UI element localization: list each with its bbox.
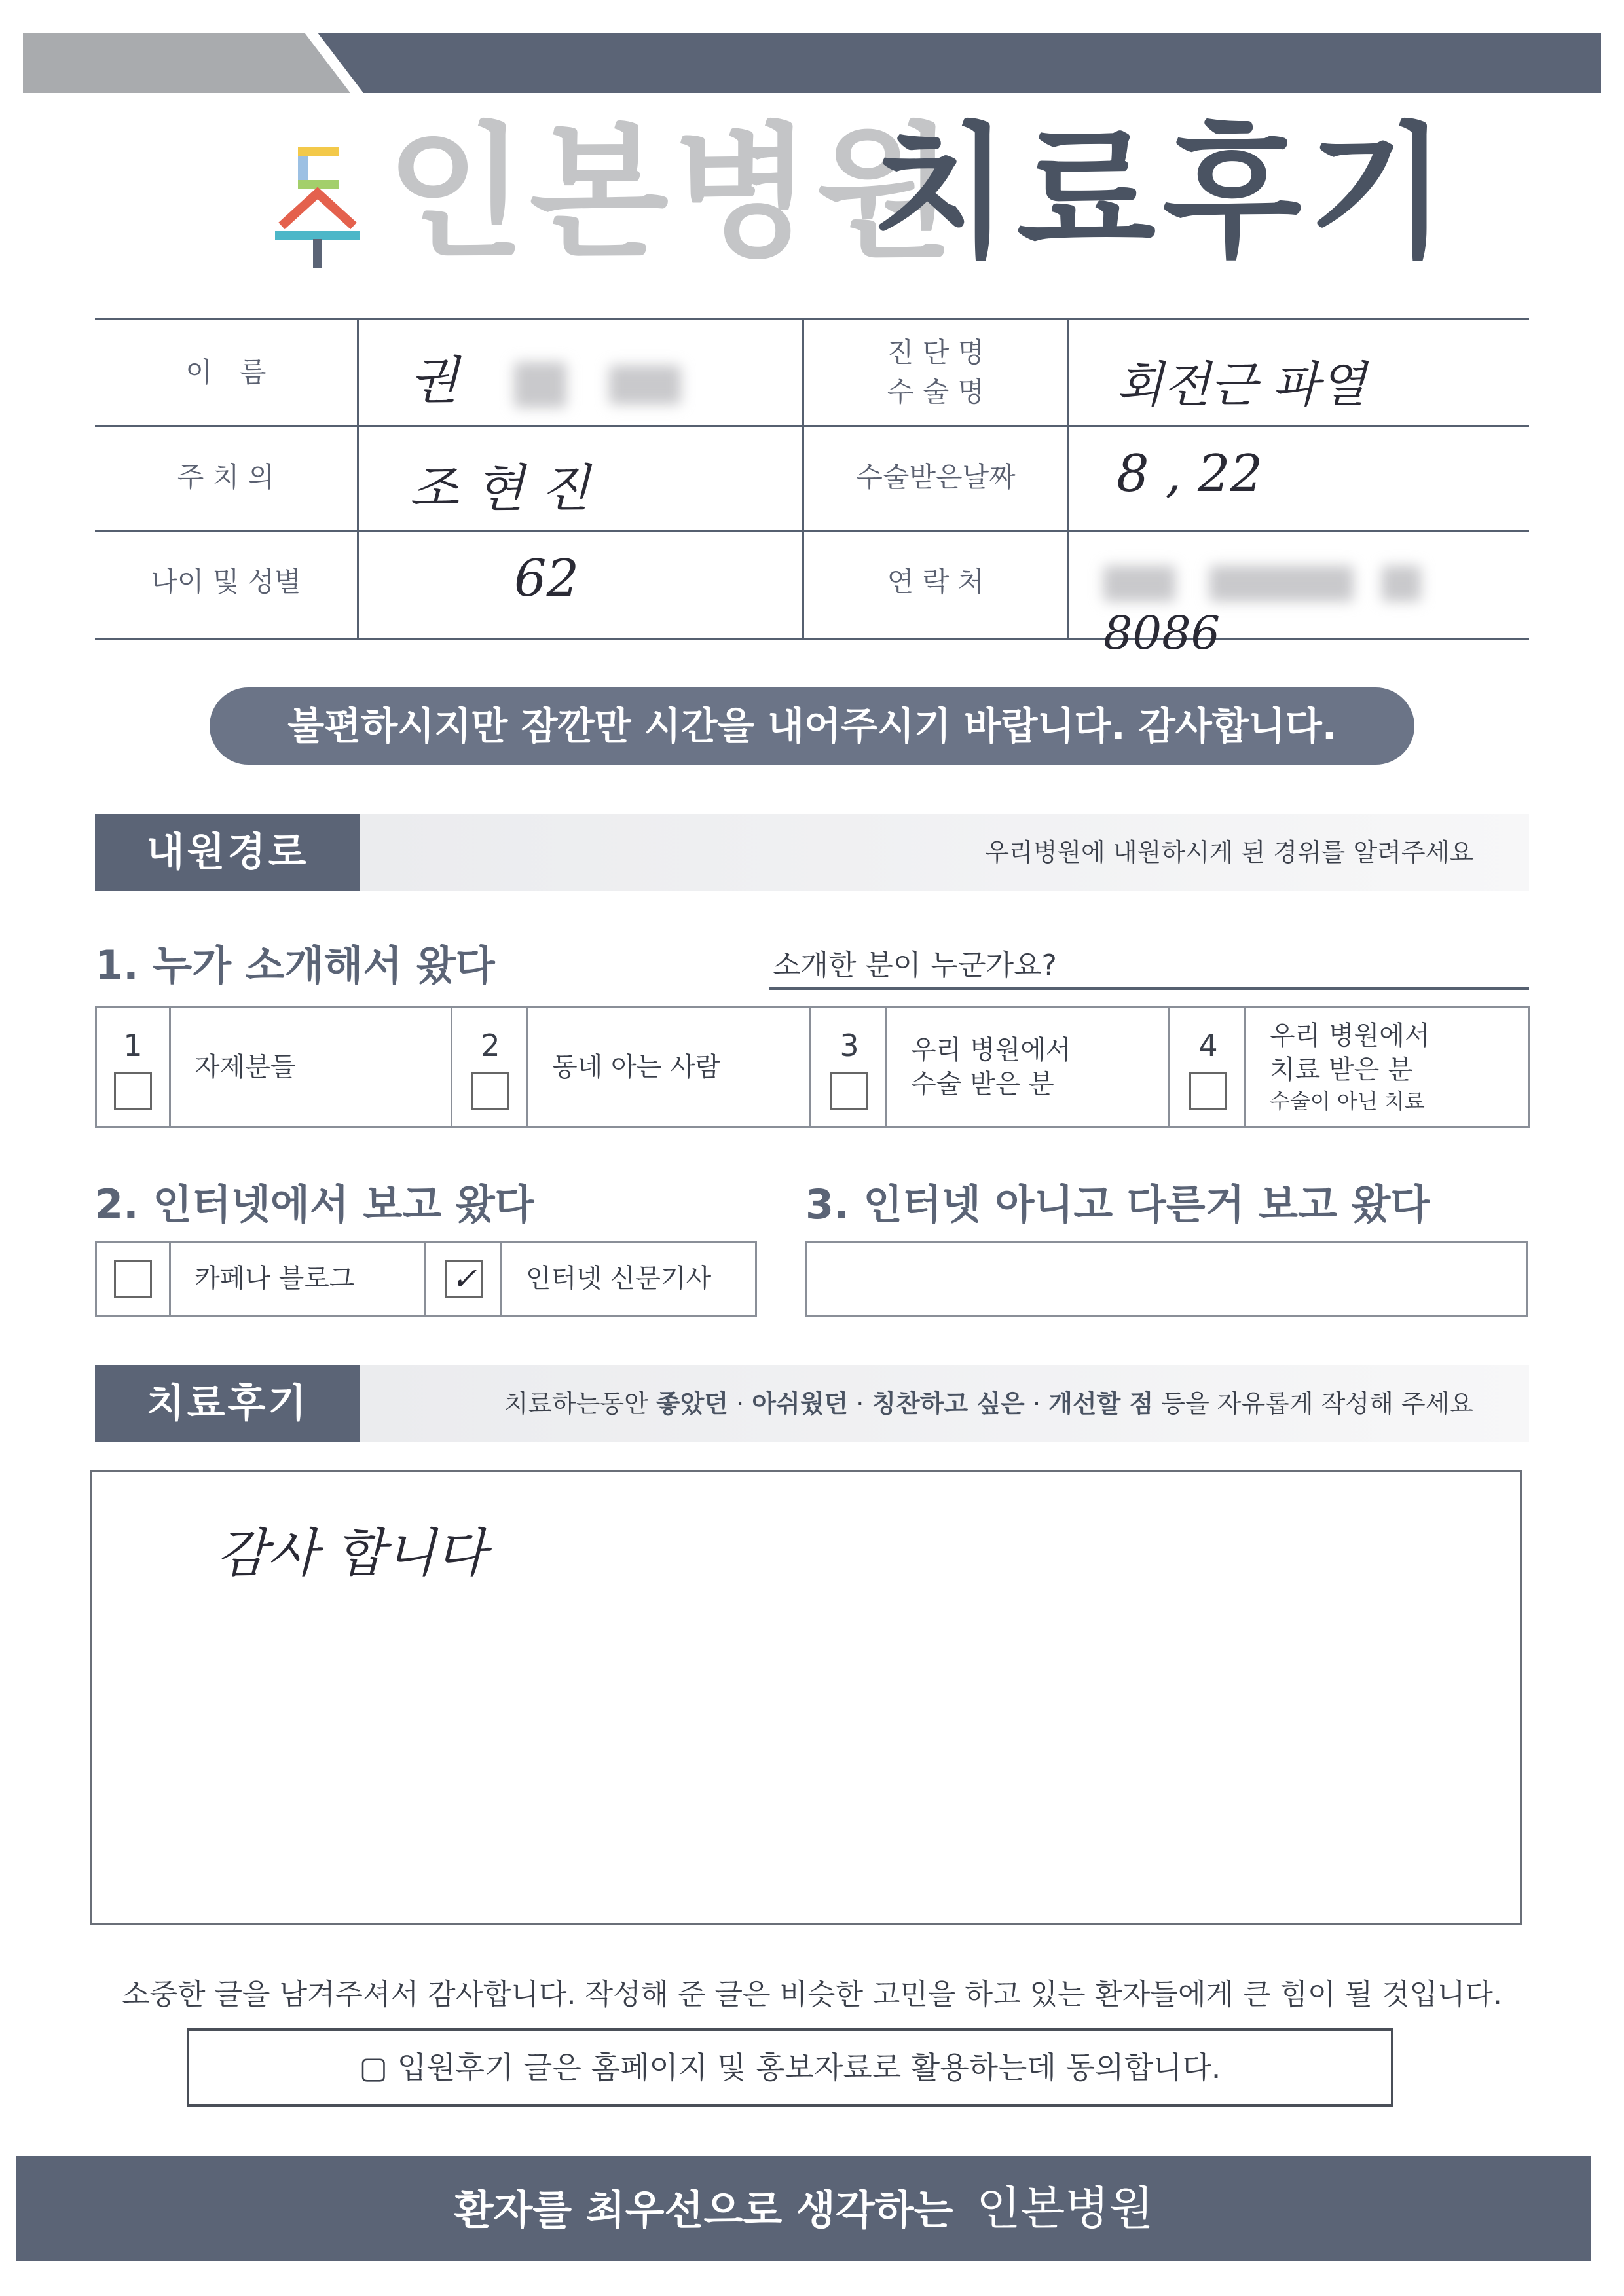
q1-title: 1. 누가 소개해서 왔다	[95, 941, 495, 989]
redacted-phone-part	[1209, 566, 1354, 602]
option-label-line1: 우리 병원에서	[1270, 1021, 1430, 1051]
top-banner	[23, 33, 1601, 93]
q2-option-1-check-cell	[97, 1243, 171, 1315]
q1-option-4-label	[1246, 1008, 1526, 1126]
q1-option-1-label	[171, 1008, 452, 1126]
q1-option-2-label	[528, 1008, 811, 1126]
hospital-name-title: 인본병원	[386, 109, 959, 277]
consent-text: 입원후기 글은 홈페이지 및 홍보자료로 활용하는데 동의합니다.	[397, 2050, 1221, 2085]
footer-banner	[16, 2156, 1591, 2261]
review-hint-improve: 개선할 점	[1048, 1389, 1154, 1418]
diagnosis-label-line2: 수 술 명	[887, 376, 985, 408]
surgery-date-label: 수술받은날짜	[856, 461, 1016, 493]
option-number: 2	[481, 1028, 500, 1063]
hospital-logo-icon	[262, 141, 373, 272]
contact-label: 연 락 처	[887, 566, 985, 598]
q1-options-row	[95, 1006, 1530, 1128]
q1-option-3-label	[887, 1008, 1170, 1126]
q2-option-1-label	[171, 1243, 426, 1315]
age-sex-value: 62	[514, 549, 580, 608]
diagnosis-label-line1: 진 단 명	[887, 337, 985, 369]
option-label-line1: 우리 병원에서	[911, 1035, 1071, 1065]
diagnosis-label	[804, 333, 1067, 412]
consent-box[interactable]	[187, 2028, 1393, 2107]
q3-answer-field[interactable]	[805, 1241, 1528, 1317]
review-hint	[458, 1365, 1473, 1442]
col-divider	[357, 320, 359, 638]
name-value	[409, 340, 681, 413]
option-label-line1: 자제분들	[194, 1052, 296, 1082]
q1-option-2-checkbox[interactable]	[471, 1072, 509, 1110]
redacted-phone-part	[1103, 566, 1175, 602]
name-label: 이 름	[185, 356, 267, 388]
review-text: 감사 합니다	[217, 1523, 487, 1584]
doctor-label: 주 치 의	[177, 461, 275, 493]
option-number: 1	[123, 1028, 143, 1063]
q2-title: 2. 인터넷에서 보고 왔다	[95, 1180, 534, 1228]
q3-title: 3. 인터넷 아니고 다른거 보고 왔다	[805, 1180, 1430, 1228]
footer-slogan: 환자를 최우선으로 생각하는	[454, 2186, 953, 2234]
contact-value	[1103, 553, 1529, 660]
review-hint-prefix: 치료하는동안	[504, 1389, 656, 1418]
q1-option-1-checkbox[interactable]	[114, 1072, 152, 1110]
q1-option-3-checkbox[interactable]	[830, 1072, 868, 1110]
option-label-line2: 수술 받은 분	[911, 1069, 1054, 1099]
col-divider	[1067, 320, 1069, 638]
consent-checkbox[interactable]: ▢	[359, 2050, 388, 2085]
review-hint-praise: 칭찬하고 싶은	[872, 1389, 1025, 1418]
q2-options-row	[95, 1241, 757, 1317]
q2-option-2-check-cell	[428, 1243, 502, 1315]
doctor-value: 조 현 진	[409, 460, 590, 519]
option-label-line1: 동네 아는 사람	[552, 1052, 721, 1082]
visit-route-hint: 우리병원에 내원하시게 된 경위를 알려주세요	[985, 838, 1473, 867]
page-title: 치료후기	[871, 109, 1454, 277]
option-label-note: 수술이 아닌 치료	[1270, 1089, 1425, 1114]
review-hint-regret: 아쉬웠던	[752, 1389, 849, 1418]
redacted-name-part	[609, 365, 681, 405]
option-number: 4	[1198, 1028, 1218, 1063]
name-value-text: 권	[409, 352, 459, 410]
q1-option-4-checkbox[interactable]	[1189, 1072, 1227, 1110]
review-hint-separator: ·	[728, 1389, 752, 1418]
review-section-title: 치료후기	[95, 1365, 360, 1442]
redacted-phone-part	[1382, 566, 1421, 602]
age-sex-label: 나이 및 성별	[151, 566, 301, 598]
q1-who-underline	[769, 987, 1529, 990]
row-divider	[95, 425, 1529, 427]
patient-info-table	[95, 318, 1529, 660]
review-hint-separator: ·	[1024, 1389, 1049, 1418]
review-hint-separator: ·	[848, 1389, 872, 1418]
review-textarea[interactable]	[90, 1470, 1522, 1925]
q1-option-3-number-cell	[813, 1008, 887, 1126]
q1-option-2-number-cell	[454, 1008, 528, 1126]
surgery-date-value: 8 , 22	[1116, 445, 1263, 503]
visit-route-section-title: 내원경로	[95, 814, 360, 891]
q2-option-2-label	[502, 1243, 753, 1315]
footer-hospital-name: 인본병원	[976, 2181, 1154, 2235]
review-hint-good: 좋았던	[655, 1389, 729, 1418]
q1-option-1-number-cell	[97, 1008, 171, 1126]
q2-option-2-checkbox[interactable]: ✓	[445, 1260, 483, 1298]
redacted-name-part	[514, 362, 566, 408]
option-number: 3	[840, 1028, 859, 1063]
diagnosis-value: 회전근 파열	[1116, 357, 1366, 413]
q2-option-1-checkbox[interactable]	[114, 1260, 152, 1298]
q1-who-label: 소개한 분이 누군가요?	[773, 949, 1057, 982]
thanks-note: 소중한 글을 남겨주셔서 감사합니다. 작성해 준 글은 비슷한 고민을 하고 있는 환자들에게 큰 힘이 될 것입니다.	[122, 1978, 1502, 2011]
option-label: 카페나 블로그	[194, 1264, 355, 1294]
review-hint-suffix: 등을 자유롭게 작성해 주세요	[1153, 1389, 1473, 1418]
option-label: 인터넷 신문기사	[526, 1264, 712, 1294]
q1-option-4-number-cell	[1172, 1008, 1246, 1126]
option-label-line2: 치료 받은 분	[1270, 1055, 1413, 1085]
contact-value-text: 8086	[1103, 606, 1221, 660]
request-banner: 불편하시지만 잠깐만 시간을 내어주시기 바랍니다. 감사합니다.	[210, 687, 1414, 765]
row-divider	[95, 530, 1529, 532]
